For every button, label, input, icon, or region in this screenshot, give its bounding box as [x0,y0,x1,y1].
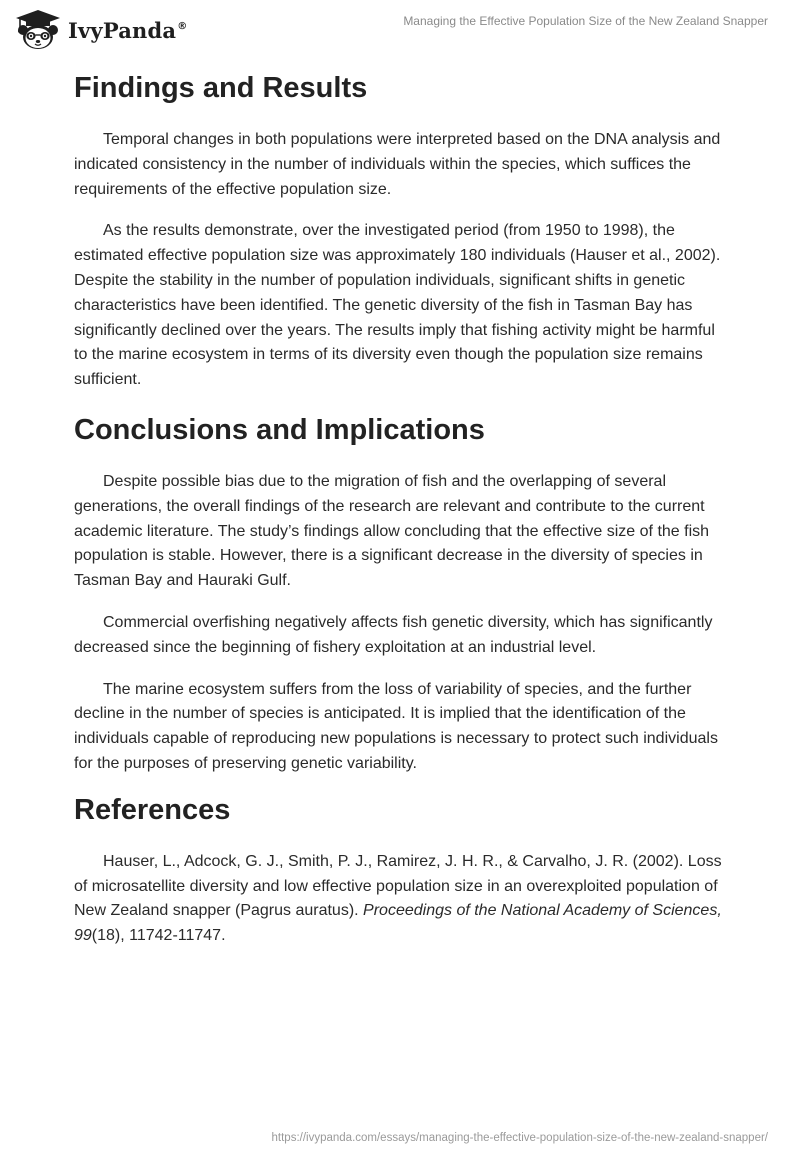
reference-issue-pages: (18), 11742-11747. [91,927,226,945]
section-findings-and-results [74,72,730,393]
paragraph: The marine ecosystem suffers from the loss of variability of species, and the further decline in the number of species is anticipated. It is implied that the identification of the individuals capable of reproducing new populations is necessary to protect such individuals for the purposes of preserving genetic variability. [74,680,718,772]
reference-entry [74,850,730,949]
section-conclusions-and-implications [74,414,730,777]
ivypanda-logo[interactable] [14,8,187,50]
document-title: Managing the Effective Population Size of the New Zealand Snapper [403,14,768,28]
logo-wordmark: IvyPanda® [68,17,188,43]
paragraph: As the results demonstrate, over the investigated period (from 1950 to 1998), the estimated effective population size was approximately 180 individuals (Hauser et al., 2002). Despite the stability in the number of population individuals, significant shifts in genetic characteristics have been identified. The genetic diversity of the fish in Tasman Bay has significantly declined over the years. The results imply that fishing activity might be harmful to the marine ecosystem in terms of its diversity even though the population size remains sufficient. [74,222,721,389]
panda-graduate-icon [14,8,62,50]
reference-authors-title: Hauser, L., Adcock, G. J., Smith, P. J., Ramirez, J. H. R., & Carvalho, J. R. (2002). Loss of microsatellite diversity and low effective population size in an overexploited population of New Zealand snapper (Pagrus auratus). [74,852,722,920]
registered-mark: ® [177,20,188,32]
paragraph: Commercial overfishing negatively affects fish genetic diversity, which has significantly decreased since the beginning of fishery exploitation at an industrial level. [74,613,713,656]
reference-journal: Proceedings of the National Academy of Sciences, 99 [74,902,722,945]
essay-content [74,72,730,949]
section-heading: Findings and Results [74,72,368,104]
paragraph: Despite possible bias due to the migration of fish and the overlapping of several generations, the overall findings of the research are relevant and contribute to the current academic literature. The study’s findings allow concluding that the effective size of the fish population is stable. However, there is a significant decrease in the diversity of species in Tasman Bay and Hauraki Gulf. [74,472,710,590]
section-references [74,794,730,949]
section-heading: References [74,793,231,826]
paragraph: Temporal changes in both populations were interpreted based on the DNA analysis and indicated consistency in the number of individuals within the species, which suffices the requirements of the effective population size. [74,131,721,198]
page-header [0,0,800,60]
section-heading: Conclusions and Implications [74,413,485,446]
source-url[interactable]: https://ivypanda.com/essays/managing-the-effective-population-size-of-the-new-zealand-snapper/ [271,1132,768,1144]
